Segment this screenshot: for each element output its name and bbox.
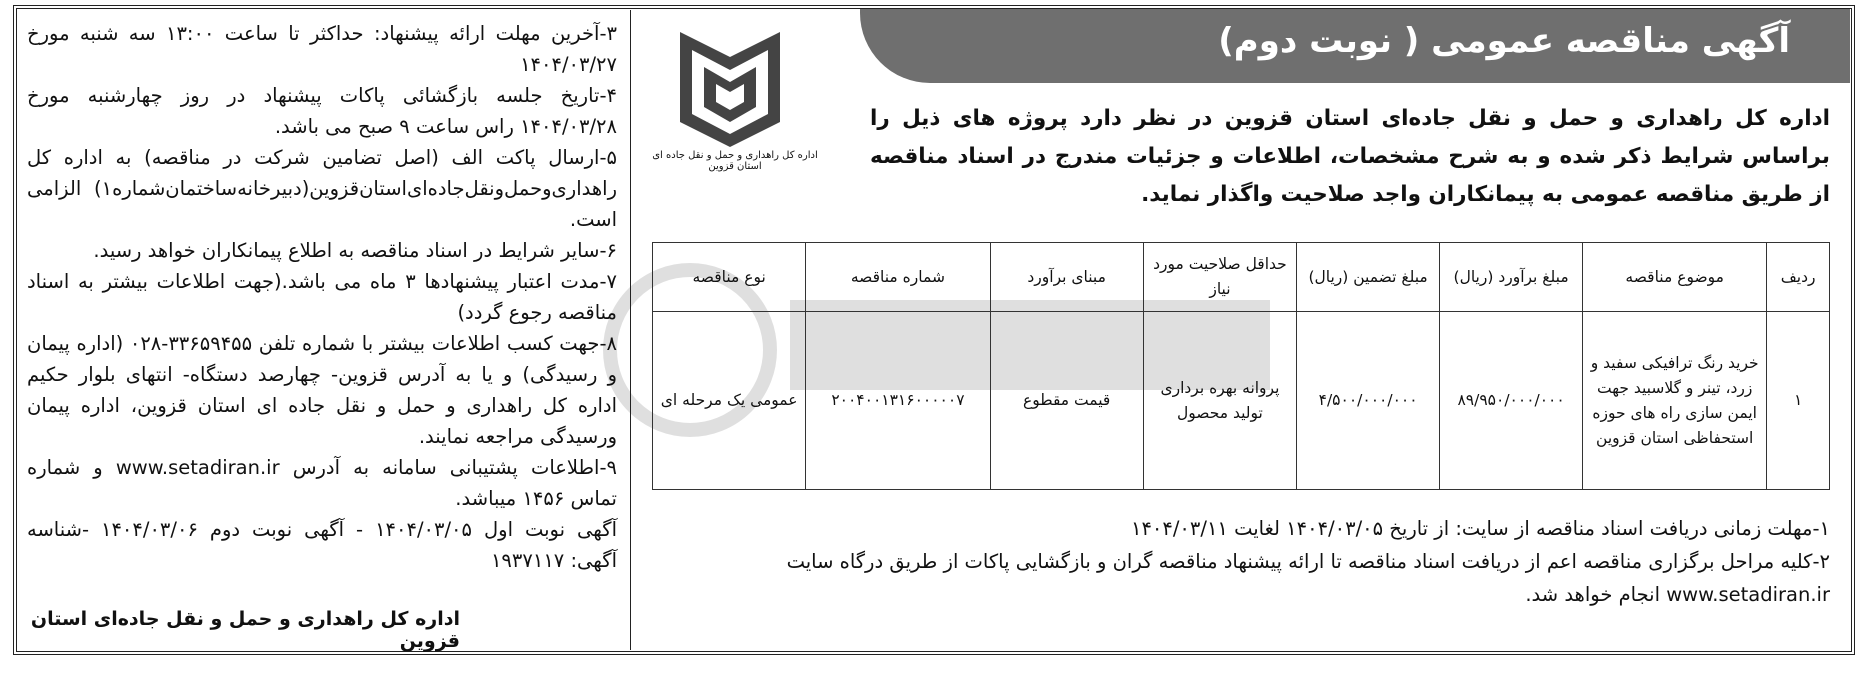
cell-subject: خرید رنگ ترافیکی سفید و زرد، تینر و گلاسبید جهت ایمن سازی راه های حوزه استحفاظی استان قزوین: [1583, 312, 1767, 490]
page-title: آگهی مناقصه عمومی ( نوبت دوم): [1218, 21, 1790, 61]
table-row: [653, 312, 1830, 490]
condition-item: ۷-مدت اعتبار پیشنهادها ۳ ماه می باشد.(جهت اطلاعات بیشتر به اسناد مناقصه رجوع گردد): [27, 270, 617, 324]
column-header-estimate: مبلغ برآورد (ریال): [1440, 243, 1583, 312]
column-header-row-number: ردیف: [1767, 243, 1830, 312]
cell-guarantee: ۴/۵۰۰/۰۰۰/۰۰۰: [1297, 312, 1440, 490]
condition-item: ۳-آخرین مهلت ارائه پیشنهاد: حداکثر تا ساعت ۱۳:۰۰ سه شنبه مورخ ۱۴۰۴/۰۳/۲۷: [27, 22, 617, 76]
tender-table: [652, 242, 1830, 490]
cell-qualification: پروانه بهره برداری تولید محصول: [1143, 312, 1296, 490]
condition-item: آگهی نوبت اول ۱۴۰۴/۰۳/۰۵ - آگهی نوبت دوم ۱۴۰۴/۰۳/۰۶ -شناسه آگهی: ۱۹۳۷۱۱۷: [27, 518, 617, 572]
condition-item: ۵-ارسال پاکت الف (اصل تضامین شرکت در مناقصه) به اداره کل راهداری‌وحمل‌ونقل‌جاده‌ای‌استان‌قزوین(دبیرخانه‌ساختمان‌شماره۱) الزامی است.: [27, 146, 617, 231]
signature: اداره کل راهداری و حمل و نقل جاده‌ای استان قزوین: [30, 608, 460, 652]
logo-caption: اداره کل راهداری و حمل و نقل جاده ای استان قزوین: [652, 150, 818, 172]
cell-tender-type: عمومی یک مرحله ای: [653, 312, 806, 490]
footnote-item: ۲-کلیه مراحل برگزاری مناقصه اعم از دریافت اسناد مناقصه تا ارائه پیشنهاد مناقصه گران و بازگشایی پاکات از طریق درگاه سایت www.setadiran.ir انجام خواهد شد.: [786, 550, 1830, 606]
cell-estimate: ۸۹/۹۵۰/۰۰۰/۰۰۰: [1440, 312, 1583, 490]
column-header-tender-number: شماره مناقصه: [806, 243, 990, 312]
column-header-qualification: حداقل صلاحیت مورد نیاز: [1143, 243, 1296, 312]
conditions-list: [27, 18, 617, 576]
organization-logo: [670, 22, 790, 162]
column-header-basis: مبنای برآورد: [990, 243, 1143, 312]
condition-item: ۶-سایر شرایط در اسناد مناقصه به اطلاع پیمانکاران خواهد رسید.: [93, 239, 617, 262]
footnote-item: ۱-مهلت زمانی دریافت اسناد مناقصه از سایت: از تاریخ ۱۴۰۴/۰۳/۰۵ لغایت ۱۴۰۴/۰۳/۱۱: [1130, 517, 1830, 540]
cell-row-number: ۱: [1767, 312, 1830, 490]
column-header-subject: موضوع مناقصه: [1583, 243, 1767, 312]
cell-basis: قیمت مقطوع: [990, 312, 1143, 490]
condition-item: ۹-اطلاعات پشتیبانی سامانه به آدرس www.setadiran.ir و شماره تماس ۱۴۵۶ میباشد.: [27, 456, 617, 510]
condition-item: ۸-جهت کسب اطلاعات بیشتر با شماره تلفن ۳۳۶۵۹۴۵۵-۰۲۸ (اداره پیمان و رسیدگی) و یا به آدرس قزوین- چهارصد دستگاه- انتهای بلوار حکیم اداره کل راهداری و حمل و نقل جاده ای استان قزوین، اداره پیمان ورسیدگی مراجعه نمایند.: [27, 332, 617, 448]
cell-tender-number: ۲۰۰۴۰۰۱۳۱۶۰۰۰۰۰۷: [806, 312, 990, 490]
table-header-row: [653, 243, 1830, 312]
footnotes: [700, 512, 1830, 611]
column-divider: [630, 10, 631, 650]
column-header-guarantee: مبلغ تضمین (ریال): [1297, 243, 1440, 312]
header-banner: [860, 9, 1850, 83]
intro-paragraph: اداره کل راهداری و حمل و نقل جاده‌ای استان قزوین در نظر دارد پروژه های ذیل را براساس شرایط ذکر شده و به شرح مشخصات، اطلاعات و جزئیات مندرج در اسناد مناقصه از طریق مناقصه عمومی به پیمانکاران واجد صلاحیت واگذار نماید.: [870, 106, 1830, 207]
condition-item: ۴-تاریخ جلسه بازگشائی پاکات پیشنهاد در روز چهارشنبه مورخ ۱۴۰۴/۰۳/۲۸ راس ساعت ۹ صبح می باشد.: [27, 84, 617, 138]
column-header-tender-type: نوع مناقصه: [653, 243, 806, 312]
